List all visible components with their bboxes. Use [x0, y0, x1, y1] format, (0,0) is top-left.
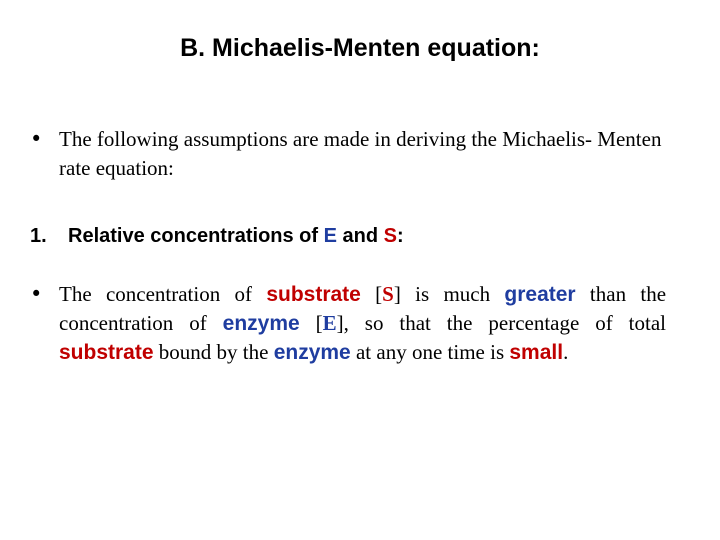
heading-text: Relative concentrations of: [68, 225, 324, 247]
highlight-enzyme: enzyme: [273, 341, 351, 364]
slide-title: B. Michaelis-Menten equation:: [180, 34, 540, 62]
text-segment: .: [563, 340, 569, 364]
heading-s-symbol: S: [383, 225, 397, 247]
highlight-e-symbol: E: [322, 311, 337, 335]
text-segment: at any one time is: [350, 340, 510, 364]
text-segment: bound by the: [153, 340, 274, 364]
text-segment: [: [360, 282, 383, 306]
text-segment: than the concentration of: [59, 282, 667, 335]
bullet-substrate-concentration: [30, 280, 666, 367]
highlight-substrate: substrate: [59, 341, 154, 364]
text-segment: The concentration of: [59, 282, 267, 306]
highlight-greater: greater: [504, 283, 576, 306]
bullet-assumptions-text: The following assumptions are made in deriving the Michaelis- Menten rate equation:: [59, 127, 662, 180]
numbered-heading-relative-concentrations: [30, 222, 404, 251]
text-segment: [: [299, 311, 323, 335]
bullet-icon: •: [30, 127, 43, 151]
highlight-substrate: substrate: [266, 283, 361, 306]
heading-colon: :: [396, 225, 404, 247]
bullet-assumptions: [30, 125, 666, 183]
heading-and: and: [336, 225, 384, 247]
text-segment: ], so that the percentage of total: [336, 311, 666, 335]
heading-e-symbol: E: [323, 225, 337, 247]
highlight-enzyme: enzyme: [222, 312, 300, 335]
text-segment: ] is much: [393, 282, 505, 306]
bullet-icon: •: [30, 282, 43, 306]
highlight-small: small: [509, 341, 564, 364]
bullet-substrate-text: [59, 280, 666, 367]
item-number: 1.: [30, 225, 47, 247]
highlight-s-symbol: S: [382, 282, 394, 306]
